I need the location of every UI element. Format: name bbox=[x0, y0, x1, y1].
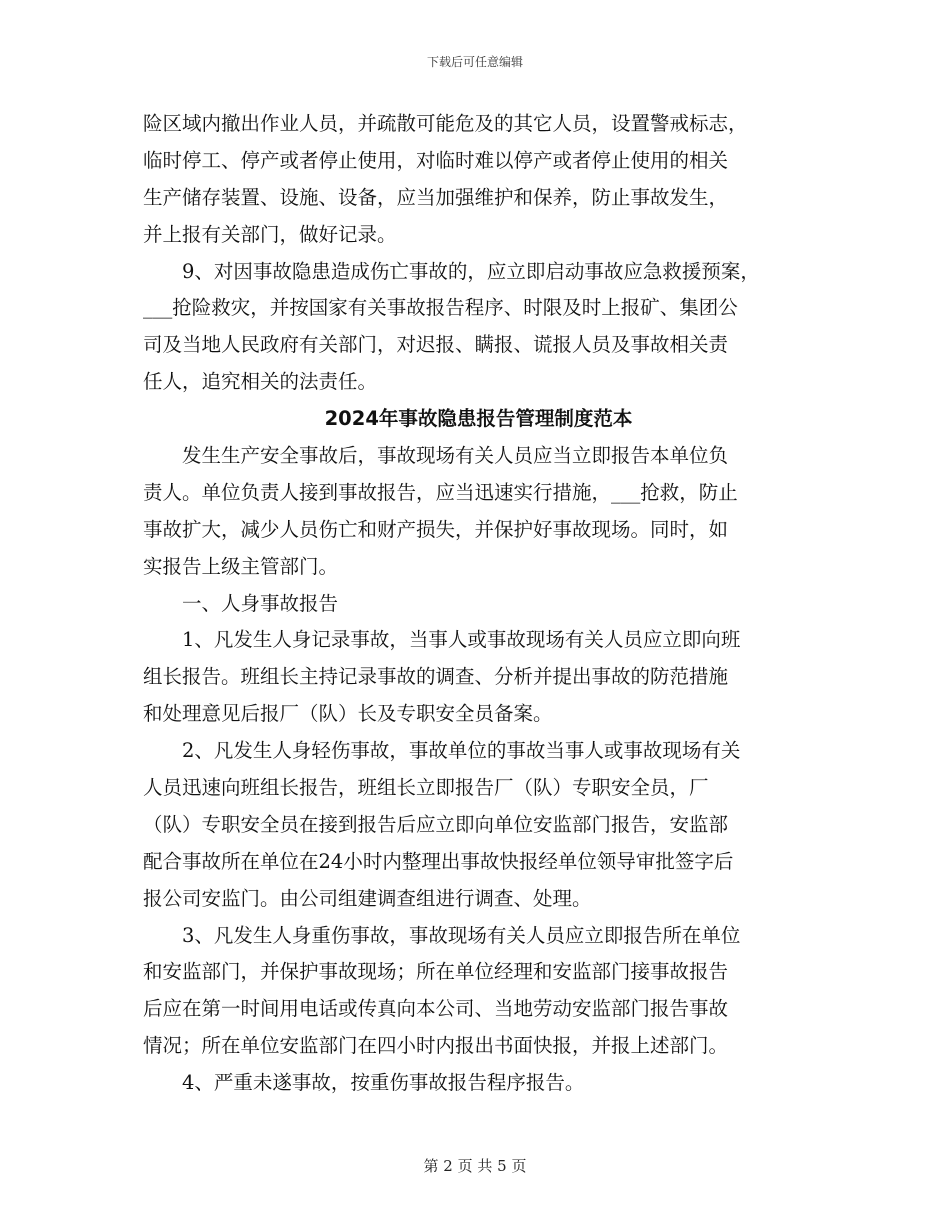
text-line: 后应在第一时间用电话或传真向本公司、当地劳动安监部门报告事故 bbox=[143, 997, 729, 1021]
text-line: 生产储存装置、设施、设备，应当加强维护和保养，防止事故发生， bbox=[143, 185, 729, 209]
text-line: 情况；所在单位安监部门在四小时内报出书面快报，并报上述部门。 bbox=[143, 1034, 729, 1058]
text-line: 临时停工、停产或者停止使用，对临时难以停产或者停止使用的相关 bbox=[143, 148, 729, 172]
paragraph-start-line: 3、凡发生人身重伤事故，事故现场有关人员应立即报告所在单位 bbox=[182, 923, 741, 947]
text-line: 人员迅速向班组长报告，班组长立即报告厂（队）专职安全员，厂 bbox=[143, 776, 709, 800]
text-line: 事故扩大，减少人员伤亡和财产损失，并保护好事故现场。同时，如 bbox=[143, 517, 729, 541]
section-title: 2024年事故隐患报告管理制度范本 bbox=[324, 407, 633, 431]
text-line: ___抢险救灾，并按国家有关事故报告程序、时限及时上报矿、集团公 bbox=[143, 296, 738, 320]
text-line: 险区域内撤出作业人员，并疏散可能危及的其它人员，设置警戒标志， bbox=[143, 112, 748, 135]
text-line: 组长报告。班组长主持记录事故的调查、分析并提出事故的防范措施 bbox=[143, 665, 729, 689]
document-body bbox=[143, 106, 808, 1102]
text-line: 和安监部门，并保护事故现场；所在单位经理和安监部门接事故报告 bbox=[143, 960, 729, 984]
page-header: 下载后可任意编辑 bbox=[426, 55, 523, 69]
page-footer: 第 2 页 共 5 页 bbox=[423, 1157, 527, 1175]
subheading-line: 一、人身事故报告 bbox=[182, 591, 339, 615]
paragraph-start-line: 2、凡发生人身轻伤事故，事故单位的事故当事人或事故现场有关 bbox=[182, 739, 741, 763]
text-line: 司及当地人民政府有关部门，对迟报、瞒报、谎报人员及事故相关责 bbox=[143, 333, 729, 357]
paragraph-start-line: 发生生产安全事故后，事故现场有关人员应当立即报告本单位负 bbox=[182, 444, 729, 468]
text-line: 任人，追究相关的法责任。 bbox=[143, 370, 378, 394]
text-line: 报公司安监门。由公司组建调查组进行调查、处理。 bbox=[143, 886, 592, 910]
text-line: 配合事故所在单位在24小时内整理出事故快报经单位领导审批签字后 bbox=[143, 849, 734, 873]
text-line: （队）专职安全员在接到报告后应立即向单位安监部门报告，安监部 bbox=[143, 812, 729, 836]
text-line: 和处理意见后报厂（队）长及专职安全员备案。 bbox=[143, 702, 553, 726]
text-line: 实报告上级主管部门。 bbox=[143, 554, 339, 578]
paragraph-start-line: 4、严重未遂事故，按重伤事故报告程序报告。 bbox=[182, 1071, 585, 1095]
paragraph-start-line: 1、凡发生人身记录事故，当事人或事故现场有关人员应立即向班 bbox=[182, 628, 741, 652]
text-line: 责人。单位负责人接到事故报告，应当迅速实行措施，___抢救，防止 bbox=[143, 480, 738, 504]
paragraph-start-line: 9、对因事故隐患造成伤亡事故的，应立即启动事故应急救援预案， bbox=[182, 259, 760, 283]
text-line: 并上报有关部门，做好记录。 bbox=[143, 222, 397, 246]
